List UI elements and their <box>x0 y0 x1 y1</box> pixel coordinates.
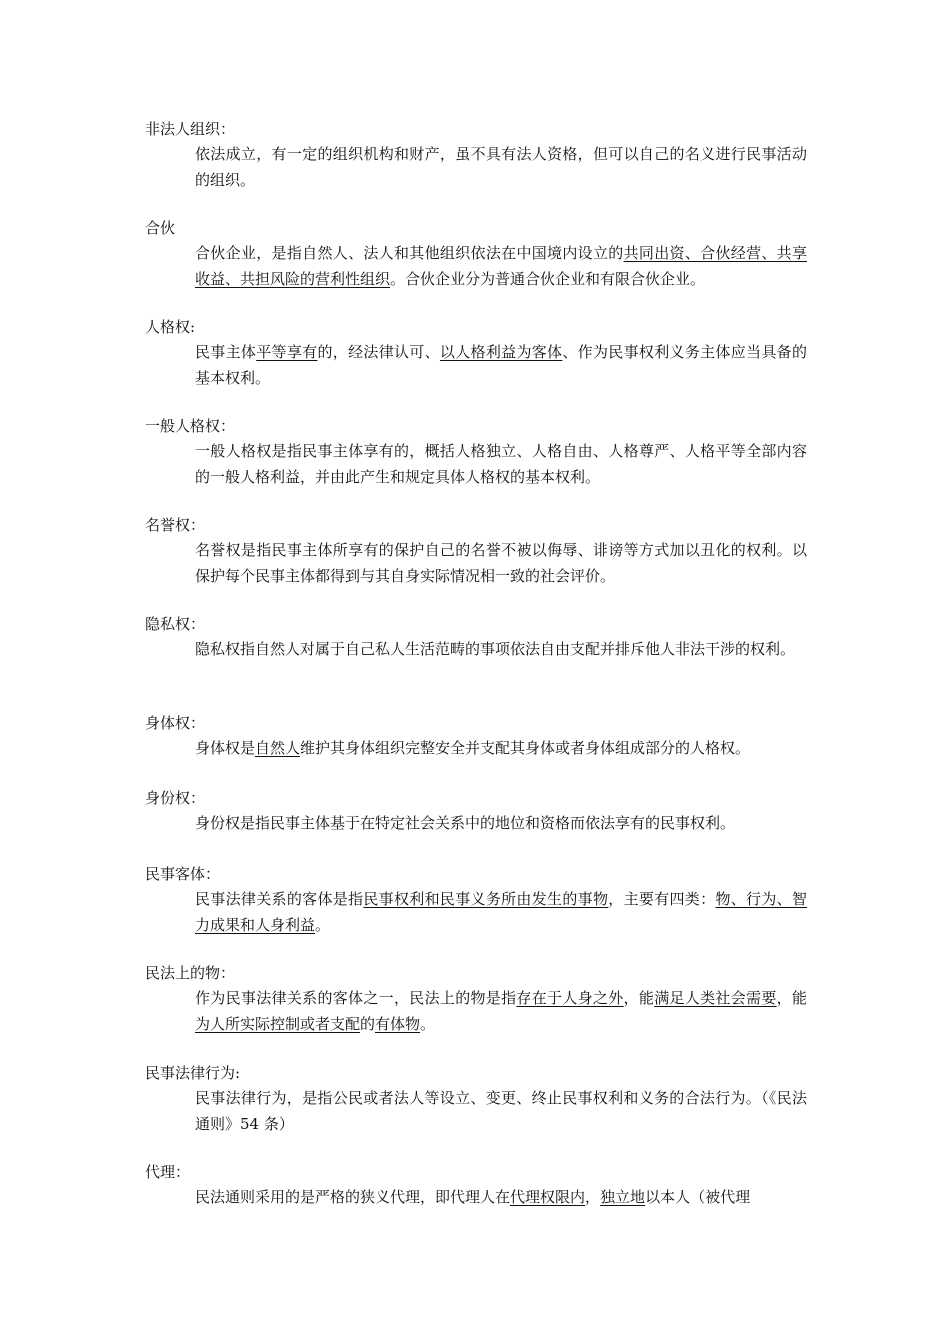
text-run: ， <box>585 1188 601 1206</box>
text-run: 民事法律关系的客体是指 <box>195 890 364 908</box>
underlined-phrase: 平等享有 <box>256 343 318 361</box>
text-run: 以本人（被代理 <box>645 1188 751 1206</box>
definition <box>195 1085 807 1137</box>
entry-non-legal-person-org <box>145 117 815 193</box>
text-run: 民法通则采用的是严格的狭义代理，即代理人在 <box>195 1188 511 1206</box>
definition <box>195 985 807 1037</box>
underlined-phrase: 共同出资、合伙经营、共享收益、共担风险的营利性组织 <box>195 244 807 288</box>
definition <box>195 735 807 761</box>
definition <box>195 438 807 490</box>
term-heading: 一般人格权： <box>145 417 236 435</box>
entry-privacy-right <box>145 612 815 662</box>
text-run: 。 <box>420 1015 436 1033</box>
underlined-phrase: 为人所实际控制或者支配 <box>195 1015 361 1033</box>
text-run: 一般人格权是指民事主体享有的，概括人格独立、人格自由、人格尊严、人格平等全部内容的一般人格利益，并由此产生和规定具体人格权的基本权利。 <box>195 442 807 486</box>
entry-partnership <box>145 216 815 292</box>
term-heading: 合伙 <box>145 219 176 237</box>
definition <box>195 240 807 292</box>
underlined-phrase: 民事权利和民事义务所由发生的事物 <box>363 890 609 908</box>
term-heading: 身份权： <box>145 789 206 807</box>
underlined-phrase: 以人格利益为客体 <box>439 343 563 361</box>
definition <box>195 636 807 662</box>
entry-reputation-right <box>145 513 815 589</box>
underlined-phrase: 代理权限内 <box>510 1188 586 1206</box>
text-run: 身份权是指民事主体基于在特定社会关系中的地位和资格而依法享有的民事权利。 <box>195 814 736 832</box>
definition <box>195 810 807 836</box>
term-heading: 民事法律行为: <box>145 1064 241 1082</box>
text-run: 民事主体 <box>195 343 257 361</box>
entry-civil-legal-act <box>145 1061 815 1137</box>
text-run: ，能 <box>623 989 655 1007</box>
text-run: 名誉权是指民事主体所享有的保护自己的名誉不被以侮辱、诽谤等方式加以丑化的权利。以保护每个民事主体都得到与其自身实际情况相一致的社会评价。 <box>195 541 807 585</box>
entry-body-right <box>145 711 815 761</box>
definition <box>195 886 807 938</box>
term-heading: 民事客体： <box>145 865 221 883</box>
text-run: ，主要有四类： <box>608 890 716 908</box>
text-run: 、作为民事权利义务主体应当具备的基本权利。 <box>195 343 807 387</box>
term-heading: 人格权: <box>145 318 196 336</box>
term-heading: 民法上的物： <box>145 964 236 982</box>
text-run: 。 <box>315 916 331 934</box>
text-run: 依法成立，有一定的组织机构和财产，虽不具有法人资格，但可以自己的名义进行民事活动的组织。 <box>195 145 807 189</box>
term-heading: 隐私权： <box>145 615 206 633</box>
text-run: 维护其身体组织完整安全并支配其身体或者身体组成部分的人格权。 <box>300 739 751 757</box>
underlined-phrase: 独立地 <box>600 1188 646 1206</box>
entry-agency <box>145 1160 815 1210</box>
text-run: 身体权是 <box>195 739 256 757</box>
entry-general-personality-right <box>145 414 815 490</box>
underlined-phrase: 物、行为、智力成果和人身利益 <box>195 890 807 934</box>
underlined-phrase: 自然人 <box>255 739 301 757</box>
text-run: 的，经法律认可、 <box>317 343 440 361</box>
definition <box>195 537 807 589</box>
definition <box>195 1184 807 1210</box>
definition <box>195 339 807 391</box>
text-run: ，能 <box>776 989 807 1007</box>
text-run: 民事法律行为，是指公民或者法人等设立、变更、终止民事权利和义务的合法行为。（《民法通则》54 条） <box>195 1089 807 1133</box>
text-run: 。合伙企业分为普通合伙企业和有限合伙企业。 <box>390 270 706 288</box>
text-run: 隐私权指自然人对属于自己私人生活范畴的事项依法自由支配并排斥他人非法干涉的权利。 <box>195 640 796 658</box>
underlined-phrase: 满足人类社会需要 <box>654 989 777 1007</box>
entry-civil-object <box>145 862 815 938</box>
entry-personality-right <box>145 315 815 391</box>
entry-civil-law-thing <box>145 961 815 1037</box>
term-heading: 名誉权： <box>145 516 206 534</box>
underlined-phrase: 有体物 <box>375 1015 421 1033</box>
term-heading: 代理： <box>145 1163 191 1181</box>
definition <box>195 141 807 193</box>
underlined-phrase: 存在于人身之外 <box>516 989 624 1007</box>
text-run: 的 <box>360 1015 376 1033</box>
text-run: 作为民事法律关系的客体之一，民法上的物是指 <box>195 989 517 1007</box>
term-heading: 非法人组织： <box>145 120 236 138</box>
entry-identity-right <box>145 786 815 836</box>
term-heading: 身体权： <box>145 714 206 732</box>
text-run: 合伙企业，是指自然人、法人和其他组织依法在中国境内设立的 <box>195 244 624 262</box>
